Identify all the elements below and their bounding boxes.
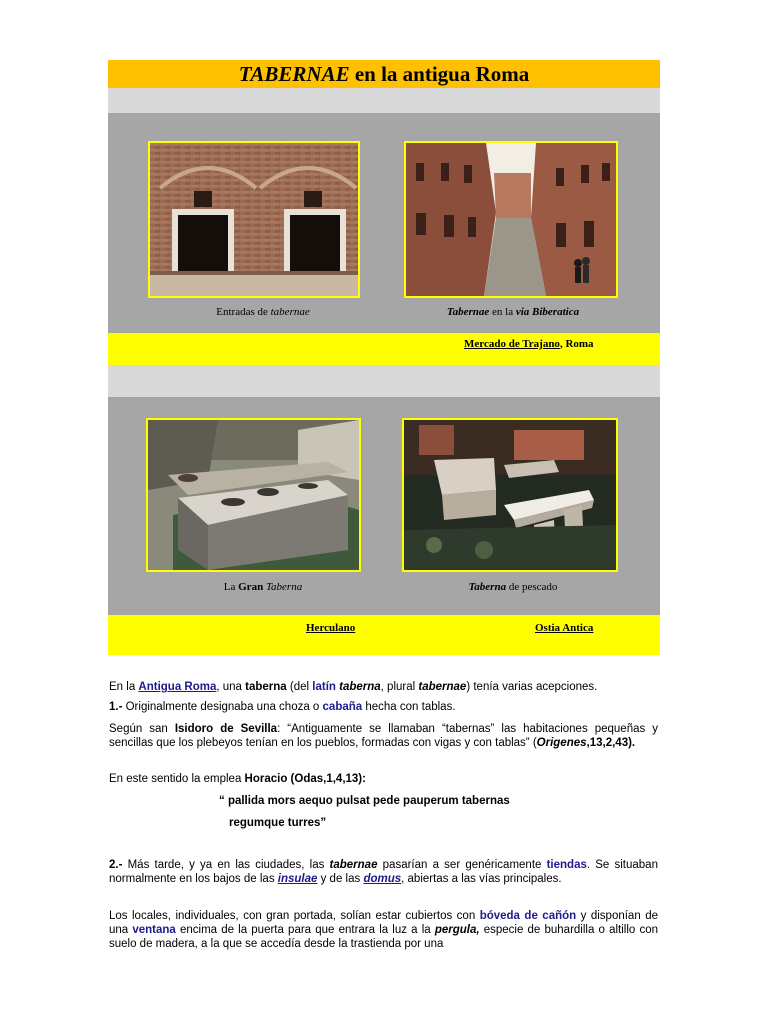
paragraph-horacio: En este sentido la emplea Horacio (Odas,1,4,13):: [109, 773, 366, 785]
paragraph-locales: Los locales, individuales, con gran portada, solían estar cubiertos con bóveda de cañón y disponían de una ventana encima de la puerta para que entrara la luz a la pergula, especie de buhardilla o altillo con suelo de madera, a la que se accedía desde la trastienda por una: [109, 910, 658, 950]
link-domus[interactable]: domus: [363, 873, 402, 885]
quote-line-1: “ pallida mors aequo pulsat pede pauperum tabernas: [219, 795, 510, 807]
spacer-band-2: [108, 365, 660, 397]
link-row-1: Mercado de Trajano, Roma: [464, 338, 594, 350]
photo-entradas-tabernae: [148, 141, 360, 298]
link-insulae[interactable]: insulae: [277, 873, 318, 885]
photo-row-1: [108, 113, 660, 333]
photo-row-2: [108, 397, 660, 615]
caption-via-biberatica: Tabernae en la via Biberatica: [446, 306, 580, 318]
photo-gran-taberna: [146, 418, 361, 572]
link-herculano[interactable]: Herculano: [306, 622, 356, 634]
paragraph-intro: En la Antigua Roma, una taberna (del latín taberna, plural tabernae) tenía varias acepciones.: [109, 681, 598, 693]
link-band-2: [108, 615, 660, 655]
caption-gran-taberna: La Gran Taberna: [223, 581, 303, 593]
link-band-1: [108, 333, 660, 365]
caption-taberna-pescado: Taberna de pescado: [468, 581, 558, 593]
photo-taberna-pescado: [402, 418, 618, 572]
spacer-band: [108, 88, 660, 113]
photo-via-biberatica: [404, 141, 618, 298]
paragraph-isidoro: Según san Isidoro de Sevilla: “Antiguamente se llamaban “tabernas” las habitaciones pequeñas y sencillas que los plebeyos tenían en los pueblos, formadas con vigas y con tablas” (Origenes,13,2,43).: [109, 723, 659, 749]
paragraph-1: 1.- Originalmente designaba una choza o cabaña hecha con tablas.: [109, 701, 456, 713]
caption-entradas: Entradas de tabernae: [216, 306, 310, 318]
link-mercado-trajano[interactable]: Mercado de Trajano: [464, 338, 560, 350]
page-title: TABERNAE en la antigua Roma: [238, 62, 530, 86]
quote-line-2: regumque turres”: [229, 817, 327, 829]
title-bar: [108, 60, 660, 88]
paragraph-2: 2.- Más tarde, y ya en las ciudades, las tabernae pasarían a ser genéricamente tiendas. Se situaban normalmente en los bajos de las insulae y de las domus, abiertas a las vías principales.: [109, 859, 658, 885]
link-ostia-antica[interactable]: Ostia Antica: [535, 622, 594, 634]
link-antigua-roma[interactable]: Antigua Roma: [138, 681, 217, 693]
